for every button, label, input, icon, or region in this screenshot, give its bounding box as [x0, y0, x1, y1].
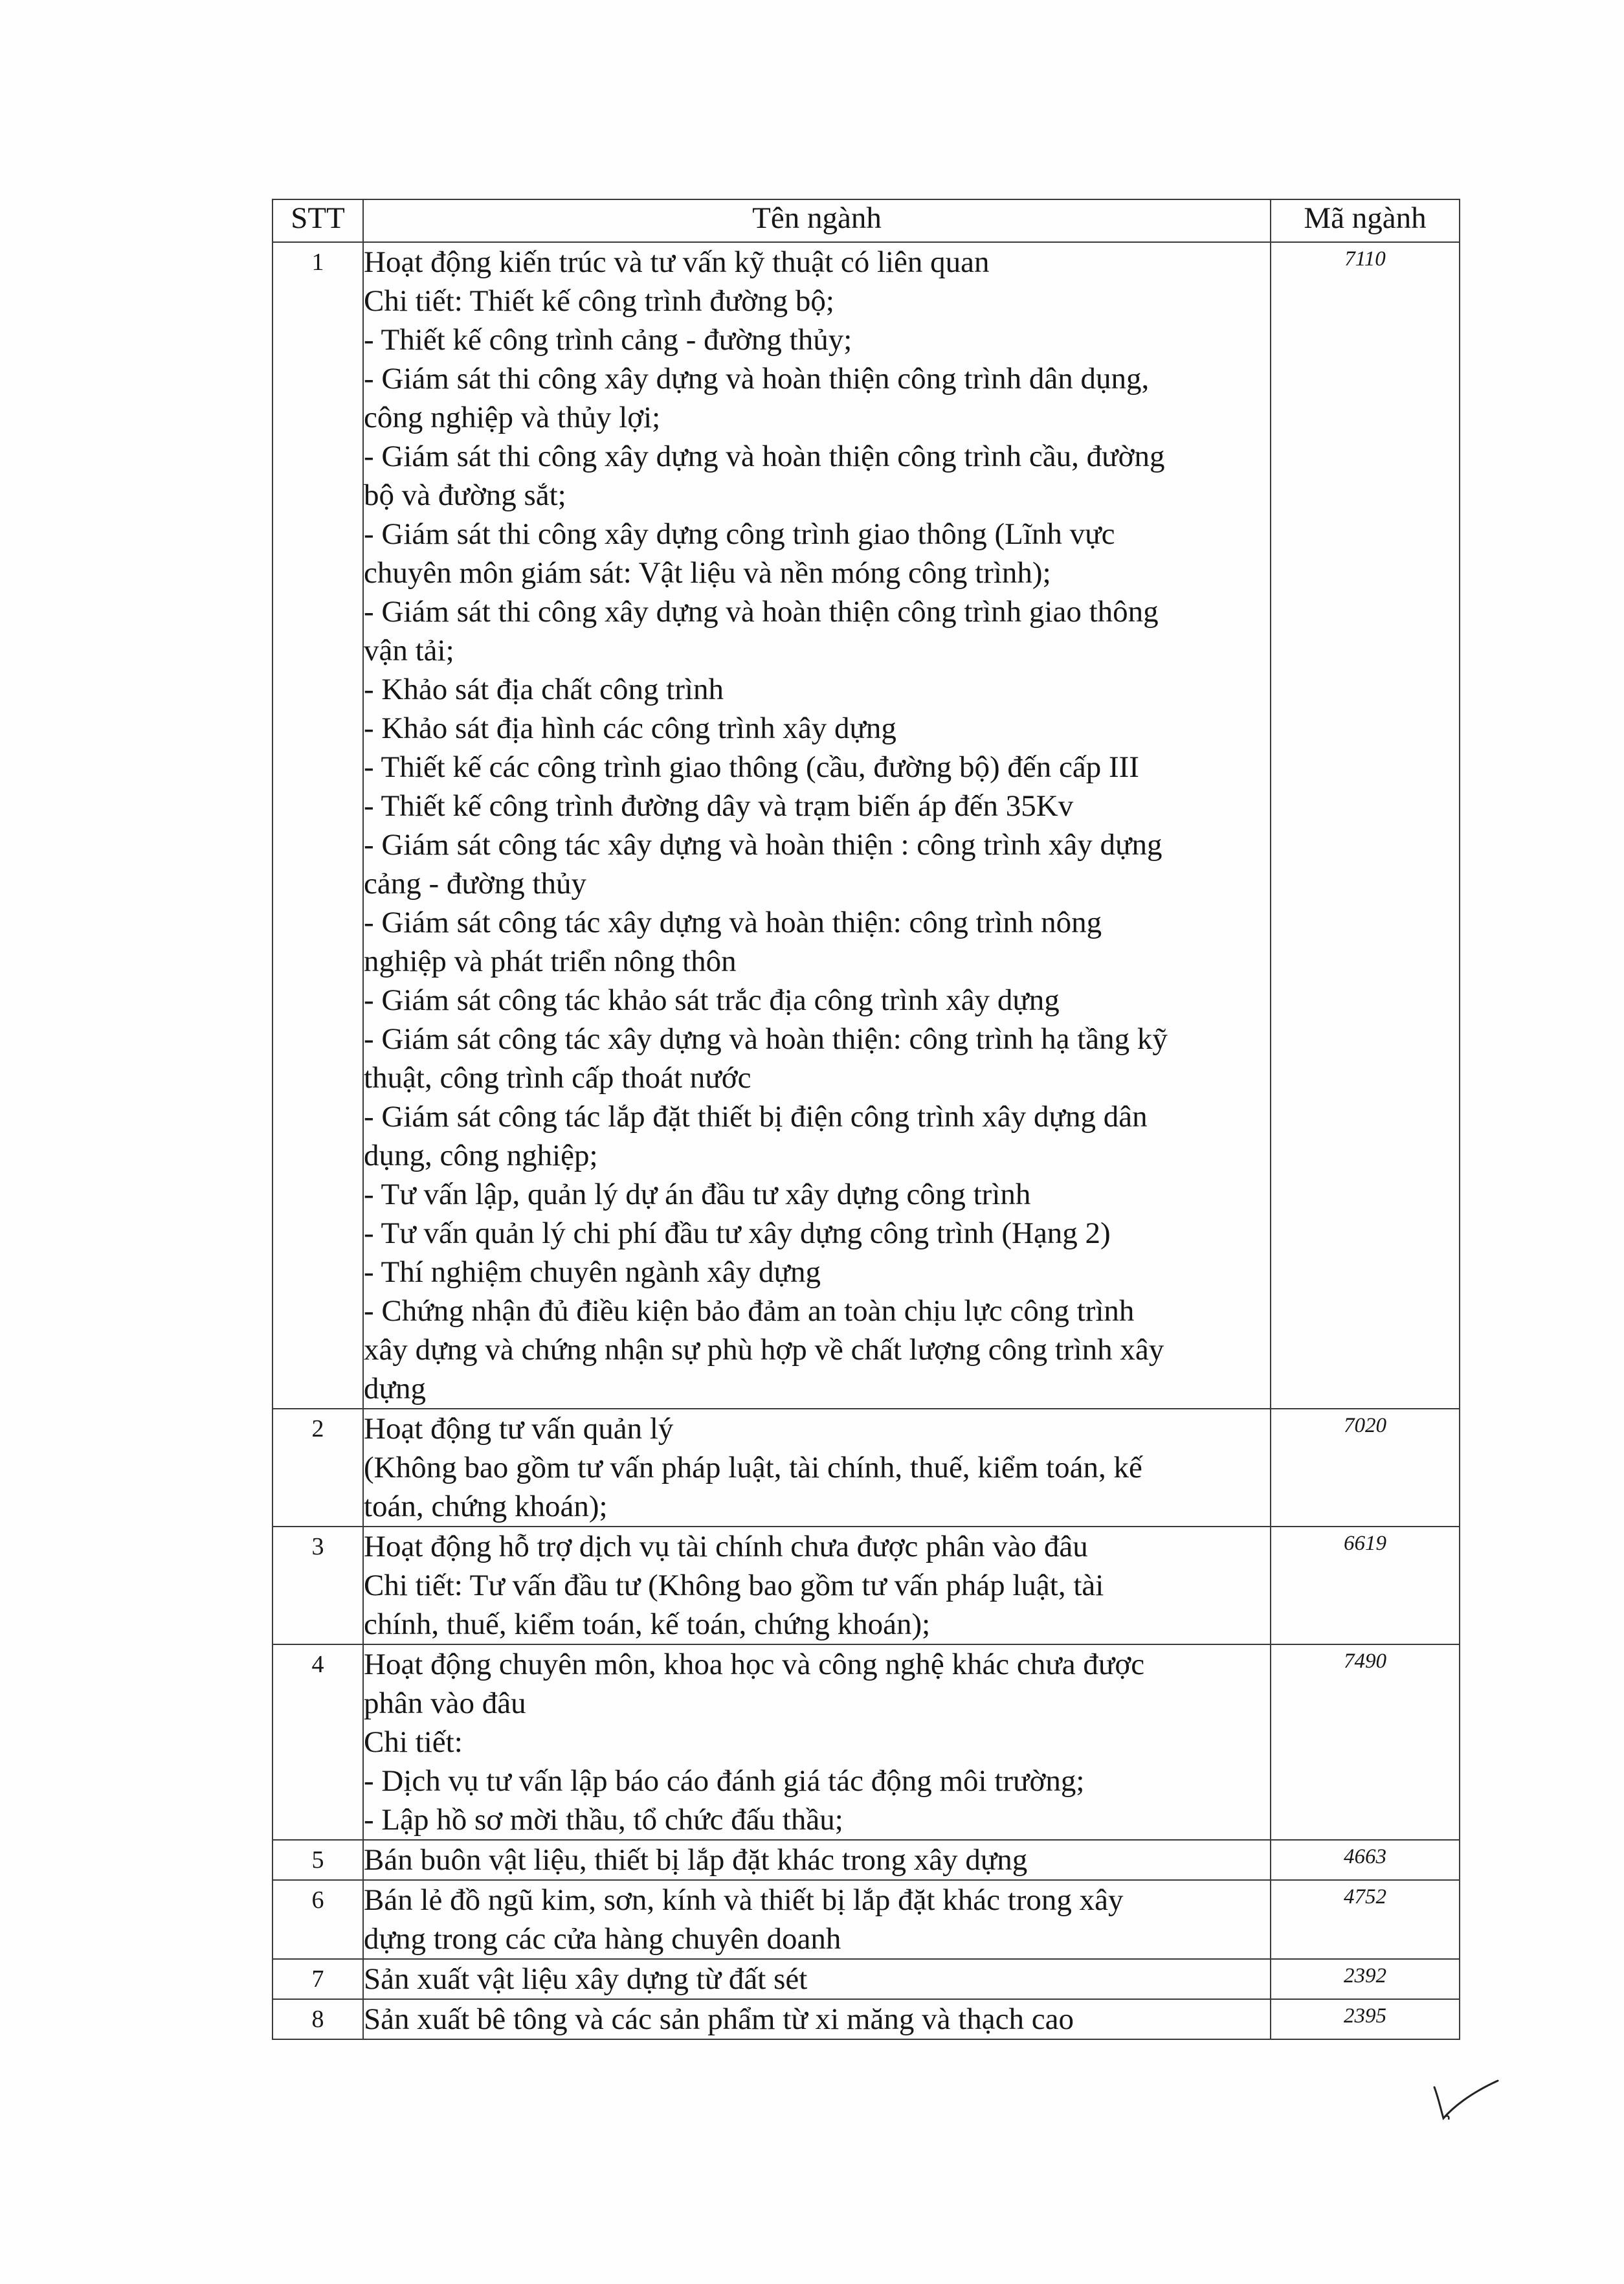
table-row: [273, 1840, 1460, 1880]
row-name-line: Hoạt động hỗ trợ dịch vụ tài chính chưa được phân vào đâu: [364, 1530, 1088, 1563]
row-name-line: - Tư vấn lập, quản lý dự án đầu tư xây dựng công trình: [364, 1178, 1031, 1211]
row-name: [363, 1999, 1271, 2039]
row-name-line: Hoạt động tư vấn quản lý: [364, 1412, 674, 1446]
row-name-line: Sản xuất bê tông và các sản phẩm từ xi măng và thạch cao: [364, 2002, 1074, 2036]
row-name-line: xây dựng và chứng nhận sự phù hợp về chất lượng công trình xây: [364, 1333, 1164, 1367]
row-name-line: - Chứng nhận đủ điều kiện bảo đảm an toàn chịu lực công trình: [364, 1294, 1135, 1328]
row-name-line: - Giám sát thi công xây dựng công trình giao thông (Lĩnh vực: [364, 517, 1115, 551]
row-name-line: - Giám sát thi công xây dựng và hoàn thiện công trình dân dụng,: [364, 362, 1150, 396]
row-name-line: chuyên môn giám sát: Vật liệu và nền móng công trình);: [364, 556, 1051, 590]
table-row: [273, 1999, 1460, 2039]
initial-mark-icon: [1430, 2078, 1502, 2123]
row-name-line: Hoạt động chuyên môn, khoa học và công nghệ khác chưa được: [364, 1648, 1145, 1681]
row-code: 7020: [1271, 1409, 1460, 1527]
header-stt: STT: [273, 199, 363, 242]
row-name-line: Chi tiết:: [364, 1725, 463, 1759]
row-code: 7490: [1271, 1644, 1460, 1840]
row-name-line: Chi tiết: Thiết kế công trình đường bộ;: [364, 284, 834, 318]
row-name-line: toán, chứng khoán);: [364, 1490, 608, 1523]
header-code: Mã ngành: [1271, 199, 1460, 242]
row-code: 2392: [1271, 1959, 1460, 1999]
row-name-line: bộ và đường sắt;: [364, 478, 566, 512]
row-code: 7110: [1271, 242, 1460, 1409]
row-stt: 4: [273, 1644, 363, 1840]
row-name-line: - Lập hồ sơ mời thầu, tổ chức đấu thầu;: [364, 1803, 843, 1837]
row-name-line: - Khảo sát địa chất công trình: [364, 673, 724, 706]
table-row: [273, 242, 1460, 1409]
row-name-line: - Giám sát công tác xây dựng và hoàn thiện: công trình hạ tầng kỹ: [364, 1022, 1168, 1056]
row-name: [363, 242, 1271, 1409]
row-code: 4752: [1271, 1880, 1460, 1959]
row-name-line: - Giám sát công tác khảo sát trắc địa công trình xây dựng: [364, 983, 1060, 1017]
row-stt: 3: [273, 1527, 363, 1644]
row-stt: 1: [273, 242, 363, 1409]
row-name-line: Hoạt động kiến trúc và tư vấn kỹ thuật có liên quan: [364, 245, 990, 279]
row-name-line: dụng, công nghiệp;: [364, 1139, 598, 1172]
row-name-line: - Tư vấn quản lý chi phí đầu tư xây dựng công trình (Hạng 2): [364, 1216, 1111, 1250]
business-lines-table: [272, 199, 1460, 2040]
table-row: [273, 1409, 1460, 1527]
row-stt: 2: [273, 1409, 363, 1527]
row-name-line: cảng - đường thủy: [364, 867, 587, 901]
row-code: 4663: [1271, 1840, 1460, 1880]
row-name-line: - Thiết kế công trình đường dây và trạm biến áp đến 35Kv: [364, 789, 1074, 823]
row-name-line: - Giám sát thi công xây dựng và hoàn thiện công trình cầu, đường: [364, 440, 1165, 473]
row-name-line: - Giám sát công tác lắp đặt thiết bị điện công trình xây dựng dân: [364, 1100, 1148, 1134]
row-name: [363, 1644, 1271, 1840]
row-name-line: dựng: [364, 1372, 426, 1405]
row-code: 2395: [1271, 1999, 1460, 2039]
row-name-line: Bán buôn vật liệu, thiết bị lắp đặt khác trong xây dựng: [364, 1843, 1028, 1877]
row-name-line: - Giám sát thi công xây dựng và hoàn thiện công trình giao thông: [364, 595, 1159, 629]
row-stt: 5: [273, 1840, 363, 1880]
row-stt: 6: [273, 1880, 363, 1959]
header-name: Tên ngành: [363, 199, 1271, 242]
row-stt: 8: [273, 1999, 363, 2039]
row-name-line: thuật, công trình cấp thoát nước: [364, 1061, 751, 1095]
row-name-line: - Thiết kế công trình cảng - đường thủy;: [364, 323, 852, 357]
row-name: [363, 1409, 1271, 1527]
row-name: [363, 1959, 1271, 1999]
table-header-row: [273, 199, 1460, 242]
row-name-line: Sản xuất vật liệu xây dựng từ đất sét: [364, 1962, 808, 1996]
table-row: [273, 1959, 1460, 1999]
row-name-line: - Giám sát công tác xây dựng và hoàn thiện : công trình xây dựng: [364, 828, 1162, 862]
row-name-line: - Giám sát công tác xây dựng và hoàn thiện: công trình nông: [364, 906, 1102, 939]
row-name-line: dựng trong các cửa hàng chuyên doanh: [364, 1922, 841, 1956]
row-name-line: Bán lẻ đồ ngũ kim, sơn, kính và thiết bị lắp đặt khác trong xây: [364, 1883, 1124, 1917]
row-name: [363, 1840, 1271, 1880]
row-name-line: nghiệp và phát triển nông thôn: [364, 945, 737, 978]
row-name-line: vận tải;: [364, 634, 454, 667]
row-name: [363, 1527, 1271, 1644]
row-name: [363, 1880, 1271, 1959]
row-name-line: - Thiết kế các công trình giao thông (cầu, đường bộ) đến cấp III: [364, 750, 1139, 784]
row-name-line: - Thí nghiệm chuyên ngành xây dựng: [364, 1255, 821, 1289]
table-body: [273, 242, 1460, 2039]
row-stt: 7: [273, 1959, 363, 1999]
table-row: [273, 1880, 1460, 1959]
row-name-line: công nghiệp và thủy lợi;: [364, 401, 661, 434]
table-row: [273, 1527, 1460, 1644]
table-row: [273, 1644, 1460, 1840]
row-name-line: - Khảo sát địa hình các công trình xây dựng: [364, 711, 896, 745]
row-name-line: Chi tiết: Tư vấn đầu tư (Không bao gồm tư vấn pháp luật, tài: [364, 1569, 1104, 1602]
row-name-line: chính, thuế, kiểm toán, kế toán, chứng khoán);: [364, 1607, 931, 1641]
row-name-line: - Dịch vụ tư vấn lập báo cáo đánh giá tác động môi trường;: [364, 1764, 1085, 1798]
row-code: 6619: [1271, 1527, 1460, 1644]
row-name-line: (Không bao gồm tư vấn pháp luật, tài chính, thuế, kiểm toán, kế: [364, 1451, 1142, 1484]
row-name-line: phân vào đâu: [364, 1686, 526, 1720]
